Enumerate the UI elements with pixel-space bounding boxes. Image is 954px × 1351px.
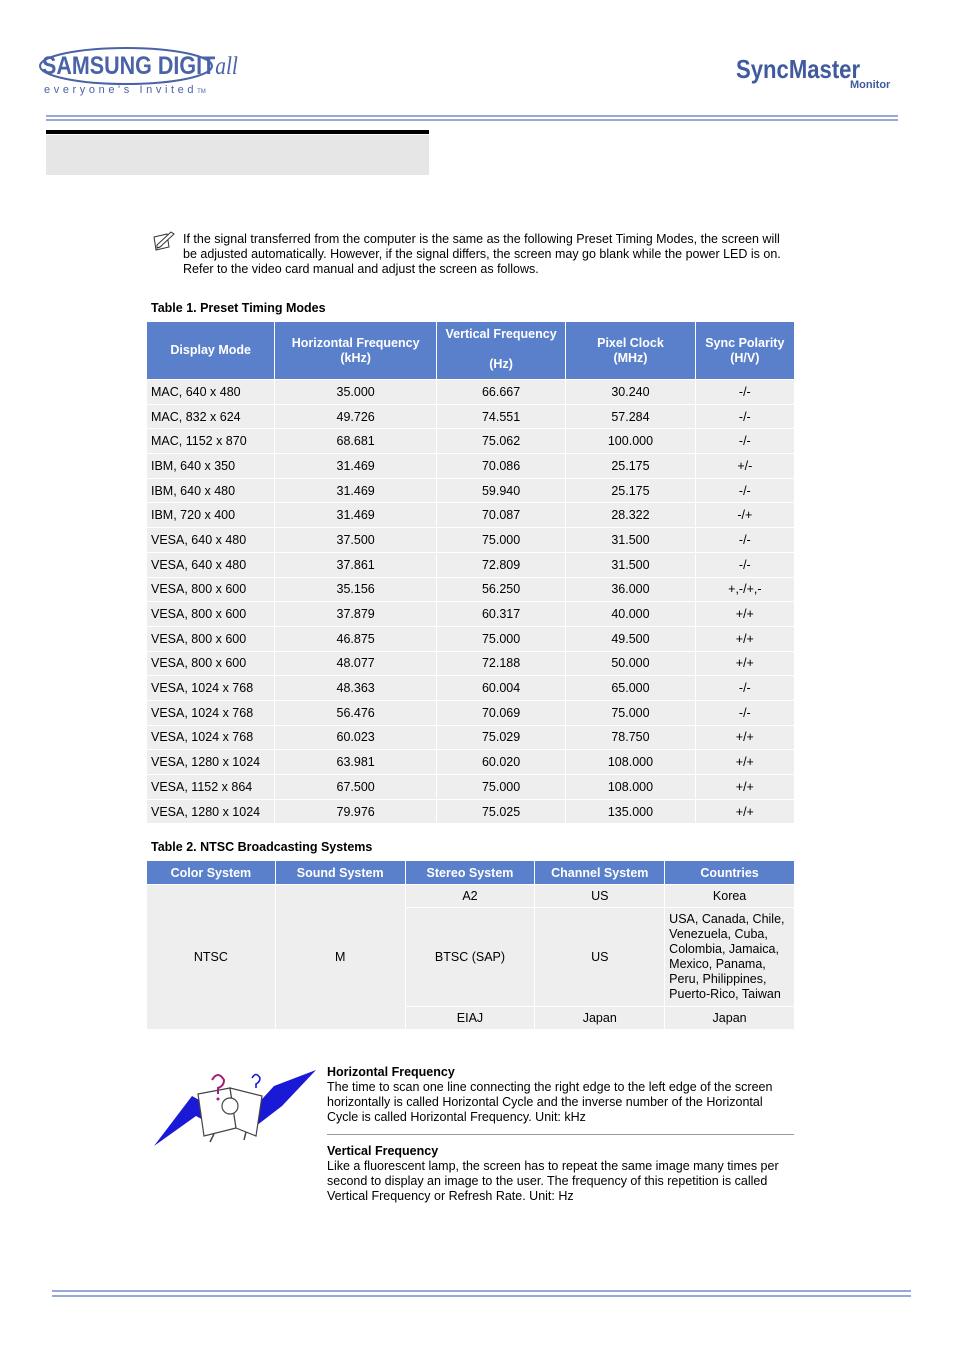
display-mode-cell: VESA, 1280 x 1024 — [147, 800, 274, 824]
display-mode-cell: IBM, 640 x 480 — [147, 479, 274, 503]
table-row — [147, 701, 794, 725]
countries-cell: USA, Canada, Chile, Venezuela, Cuba, Colombia, Jamaica, Mexico, Panama, Peru, Philippines, Puerto-Rico, Taiwan — [665, 908, 794, 1006]
preset-timing-table — [146, 321, 795, 824]
pixel-clock-cell: 49.500 — [566, 627, 694, 651]
pixel-clock-cell: 100.000 — [566, 429, 694, 453]
table-row — [147, 602, 794, 626]
horizontal-frequency-cell: 35.000 — [275, 380, 435, 404]
table-row — [147, 775, 794, 799]
display-mode-cell: VESA, 800 x 600 — [147, 652, 274, 676]
pixel-clock-cell: 75.000 — [566, 701, 694, 725]
sync-polarity-cell: -/- — [696, 528, 794, 552]
sound-system-cell: M — [276, 885, 405, 1029]
sync-polarity-cell: -/- — [696, 479, 794, 503]
display-mode-cell: IBM, 640 x 350 — [147, 454, 274, 478]
memo-pencil-icon — [152, 231, 176, 251]
col-countries: Countries — [665, 861, 794, 884]
sync-polarity-cell: +/+ — [696, 750, 794, 774]
display-mode-cell: VESA, 1280 x 1024 — [147, 750, 274, 774]
pixel-clock-cell: 40.000 — [566, 602, 694, 626]
table-row — [147, 750, 794, 774]
table-row — [147, 627, 794, 651]
sync-polarity-cell: -/- — [696, 429, 794, 453]
sync-polarity-cell: -/- — [696, 553, 794, 577]
definition-body: The time to scan one line connecting the right edge to the left edge of the screen horizontally is called Horizontal Cycle and the inverse number of the Horizontal Cycle is called Horizontal Frequency. Unit: kHz — [327, 1080, 773, 1124]
stereo-system-cell: A2 — [406, 885, 535, 907]
table-row — [147, 429, 794, 453]
sync-polarity-cell: +/- — [696, 454, 794, 478]
display-mode-cell: MAC, 640 x 480 — [147, 380, 274, 404]
table-row — [147, 800, 794, 824]
horizontal-frequency-cell: 37.861 — [275, 553, 435, 577]
stereo-system-cell: BTSC (SAP) — [406, 908, 535, 1006]
col-sync-polarity: Sync Polarity (H/V) — [696, 322, 794, 379]
pixel-clock-cell: 135.000 — [566, 800, 694, 824]
definition-body: Like a fluorescent lamp, the screen has to repeat the same image many times per second to display an image to the user. The frequency of this repetition is called Vertical Frequency or Refresh Rate. Unit: Hz — [327, 1159, 779, 1203]
table-row — [147, 652, 794, 676]
col-horizontal-frequency: Horizontal Frequency (kHz) — [275, 322, 435, 379]
table-row — [147, 676, 794, 700]
horizontal-frequency-cell: 67.500 — [275, 775, 435, 799]
definition-title: Vertical Frequency — [327, 1144, 439, 1158]
table-header-row — [147, 322, 794, 379]
confused-book-question-icon — [152, 1066, 318, 1152]
vertical-frequency-cell: 60.004 — [437, 676, 565, 700]
channel-system-cell: Japan — [535, 1007, 664, 1029]
vertical-frequency-cell: 60.020 — [437, 750, 565, 774]
display-mode-cell: IBM, 720 x 400 — [147, 503, 274, 527]
horizontal-frequency-cell: 63.981 — [275, 750, 435, 774]
pixel-clock-cell: 31.500 — [566, 528, 694, 552]
sync-polarity-cell: +/+ — [696, 652, 794, 676]
vertical-frequency-cell: 66.667 — [437, 380, 565, 404]
horizontal-frequency-cell: 49.726 — [275, 405, 435, 429]
sync-polarity-cell: -/- — [696, 380, 794, 404]
col-channel-system: Channel System — [535, 861, 664, 884]
vertical-frequency-cell: 75.000 — [437, 775, 565, 799]
col-color-system: Color System — [147, 861, 275, 884]
definition-vertical-frequency — [327, 1143, 794, 1204]
horizontal-frequency-cell: 31.469 — [275, 479, 435, 503]
vertical-frequency-cell: 70.069 — [437, 701, 565, 725]
countries-cell: Japan — [665, 1007, 794, 1029]
horizontal-frequency-cell: 31.469 — [275, 503, 435, 527]
display-mode-cell: VESA, 1152 x 864 — [147, 775, 274, 799]
countries-cell: Korea — [665, 885, 794, 907]
ntsc-systems-table — [146, 860, 795, 1030]
horizontal-frequency-cell: 60.023 — [275, 726, 435, 750]
header-divider — [46, 115, 898, 117]
display-mode-cell: MAC, 1152 x 870 — [147, 429, 274, 453]
pixel-clock-cell: 28.322 — [566, 503, 694, 527]
pixel-clock-cell: 57.284 — [566, 405, 694, 429]
display-mode-cell: VESA, 640 x 480 — [147, 553, 274, 577]
monitor-subtitle: Monitor — [850, 79, 891, 91]
table-row — [147, 885, 794, 907]
sync-polarity-cell: +/+ — [696, 775, 794, 799]
table-row — [147, 454, 794, 478]
display-mode-cell: VESA, 800 x 600 — [147, 602, 274, 626]
table-row — [147, 578, 794, 602]
vertical-frequency-cell: 70.086 — [437, 454, 565, 478]
table-row — [147, 528, 794, 552]
col-pixel-clock: Pixel Clock (MHz) — [566, 322, 694, 379]
vertical-frequency-cell: 74.551 — [437, 405, 565, 429]
horizontal-frequency-cell: 31.469 — [275, 454, 435, 478]
sync-polarity-cell: -/+ — [696, 503, 794, 527]
syncmaster-wordmark: SyncMaster — [736, 54, 861, 84]
sync-polarity-cell: -/- — [696, 405, 794, 429]
pixel-clock-cell: 31.500 — [566, 553, 694, 577]
pixel-clock-cell: 108.000 — [566, 775, 694, 799]
vertical-frequency-cell: 59.940 — [437, 479, 565, 503]
pixel-clock-cell: 50.000 — [566, 652, 694, 676]
horizontal-frequency-cell: 48.363 — [275, 676, 435, 700]
display-mode-cell: VESA, 640 x 480 — [147, 528, 274, 552]
display-mode-cell: VESA, 800 x 600 — [147, 627, 274, 651]
definition-horizontal-frequency — [327, 1064, 794, 1125]
logo-tagline: everyone's InvitedTM — [44, 84, 206, 96]
display-mode-cell: MAC, 832 x 624 — [147, 405, 274, 429]
channel-system-cell: US — [535, 908, 664, 1006]
vertical-frequency-cell: 75.025 — [437, 800, 565, 824]
table-row — [147, 380, 794, 404]
footer-divider-2 — [52, 1295, 911, 1297]
vertical-frequency-cell: 72.188 — [437, 652, 565, 676]
pixel-clock-cell: 108.000 — [566, 750, 694, 774]
title-box — [46, 135, 429, 175]
horizontal-frequency-cell: 35.156 — [275, 578, 435, 602]
display-mode-cell: VESA, 800 x 600 — [147, 578, 274, 602]
sync-polarity-cell: +/+ — [696, 800, 794, 824]
table-row — [147, 479, 794, 503]
horizontal-frequency-cell: 37.879 — [275, 602, 435, 626]
sync-polarity-cell: +,-/+,- — [696, 578, 794, 602]
vertical-frequency-cell: 56.250 — [437, 578, 565, 602]
title-bar-top — [46, 130, 429, 134]
vertical-frequency-cell: 75.000 — [437, 528, 565, 552]
horizontal-frequency-cell: 56.476 — [275, 701, 435, 725]
pixel-clock-cell: 25.175 — [566, 479, 694, 503]
table-row — [147, 405, 794, 429]
table-row — [147, 726, 794, 750]
samsung-digitall-logo — [42, 52, 238, 102]
channel-system-cell: US — [535, 885, 664, 907]
sync-polarity-cell: +/+ — [696, 627, 794, 651]
pixel-clock-cell: 30.240 — [566, 380, 694, 404]
table-row — [147, 553, 794, 577]
note-text: If the signal transferred from the computer is the same as the following Preset Timing Modes, the screen will be adjusted automatically. However, if the signal differs, the screen may go blank while the power LED is on. Refer to the video card manual and adjust the screen as follows. — [183, 232, 781, 276]
definition-divider — [327, 1134, 794, 1135]
footer-divider — [52, 1290, 911, 1292]
vertical-frequency-cell: 60.317 — [437, 602, 565, 626]
pixel-clock-cell: 36.000 — [566, 578, 694, 602]
horizontal-frequency-cell: 79.976 — [275, 800, 435, 824]
pixel-clock-cell: 25.175 — [566, 454, 694, 478]
color-system-cell: NTSC — [147, 885, 275, 1029]
definition-title: Horizontal Frequency — [327, 1065, 455, 1079]
sync-polarity-cell: -/- — [696, 676, 794, 700]
display-mode-cell: VESA, 1024 x 768 — [147, 701, 274, 725]
header-divider-2 — [46, 119, 898, 121]
stereo-system-cell: EIAJ — [406, 1007, 535, 1029]
table-row — [147, 503, 794, 527]
vertical-frequency-cell: 75.000 — [437, 627, 565, 651]
vertical-frequency-cell: 75.062 — [437, 429, 565, 453]
vertical-frequency-cell: 75.029 — [437, 726, 565, 750]
table1-caption: Table 1. Preset Timing Modes — [151, 301, 326, 315]
sync-polarity-cell: +/+ — [696, 602, 794, 626]
table2-caption: Table 2. NTSC Broadcasting Systems — [151, 840, 373, 854]
display-mode-cell: VESA, 1024 x 768 — [147, 676, 274, 700]
col-vertical-frequency: Vertical Frequency (Hz) — [437, 322, 565, 379]
syncmaster-logo — [736, 54, 896, 94]
vertical-frequency-cell: 70.087 — [437, 503, 565, 527]
horizontal-frequency-cell: 46.875 — [275, 627, 435, 651]
horizontal-frequency-cell: 37.500 — [275, 528, 435, 552]
pixel-clock-cell: 78.750 — [566, 726, 694, 750]
vertical-frequency-cell: 72.809 — [437, 553, 565, 577]
col-stereo-system: Stereo System — [406, 861, 535, 884]
horizontal-frequency-cell: 48.077 — [275, 652, 435, 676]
horizontal-frequency-cell: 68.681 — [275, 429, 435, 453]
display-mode-cell: VESA, 1024 x 768 — [147, 726, 274, 750]
table-header-row — [147, 861, 794, 884]
col-sound-system: Sound System — [276, 861, 405, 884]
pixel-clock-cell: 65.000 — [566, 676, 694, 700]
col-display-mode: Display Mode — [147, 322, 274, 379]
sync-polarity-cell: +/+ — [696, 726, 794, 750]
sync-polarity-cell: -/- — [696, 701, 794, 725]
logo-wordmark: SAMSUNG DIGITall — [42, 52, 238, 80]
definitions-panel — [327, 1064, 794, 1204]
